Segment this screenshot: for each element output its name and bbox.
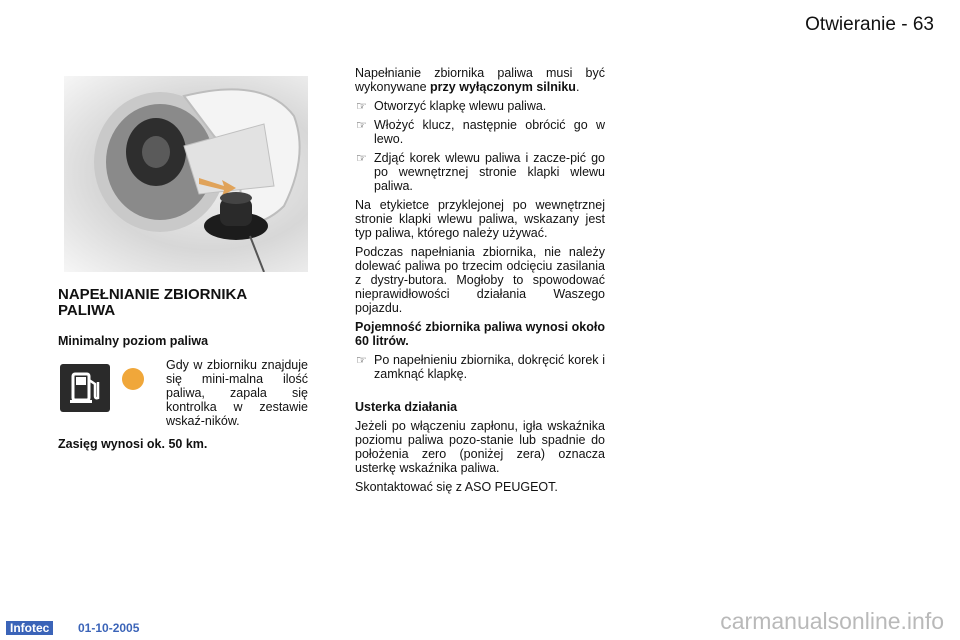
malfunction-text: Jeżeli po włączeniu zapłonu, igła wskaźnika poziomu paliwa pozo-stanie lub spadnie do położenia zero (poniżej zera) oznacza usterkę wskaźnika paliwa. <box>355 419 605 475</box>
pointing-hand-icon: ☞ <box>356 118 367 132</box>
page-header: Otwieranie - 63 <box>805 14 934 35</box>
step-text: Zdjąć korek wlewu paliwa i zacze-pić go po wewnętrznej stronie klapki wlewu paliwa. <box>374 151 605 193</box>
step-item <box>355 118 605 146</box>
pointing-hand-icon: ☞ <box>356 353 367 367</box>
step-item <box>355 99 605 113</box>
subsection-heading: Minimalny poziom paliwa <box>58 334 209 348</box>
fuel-filler-illustration <box>64 76 308 272</box>
warning-light-icon <box>122 368 144 390</box>
intro-emphasis: przy wyłączonym silniku <box>430 80 576 94</box>
tank-capacity: Pojemność zbiornika paliwa wynosi około 60 litrów. <box>355 320 605 348</box>
pointing-hand-icon: ☞ <box>356 99 367 113</box>
malfunction-heading: Usterka działania <box>355 400 458 414</box>
low-fuel-description <box>166 358 308 433</box>
low-fuel-text: Gdy w zbiorniku znajduje się mini-malna ilość paliwa, zapala się kontrolka w zestawie wskaź-ników. <box>166 358 308 428</box>
pointing-hand-icon: ☞ <box>356 151 367 165</box>
fuel-pump-icon <box>60 364 110 412</box>
range-note: Zasięg wynosi ok. 50 km. <box>58 437 208 451</box>
step-item <box>355 353 605 381</box>
infotec-logo: Infotec <box>6 621 53 635</box>
refuel-warning-paragraph: Podczas napełniania zbiornika, nie należy dolewać paliwa po trzecim odcięciu zasilania z dystry-butora. Mogłoby to spowodować nieprawidłowości działania Waszego pojazdu. <box>355 245 605 315</box>
intro-end: . <box>575 80 580 94</box>
fuel-label-paragraph: Na etykietce przyklejonej po wewnętrznej stronie klapki wlewu paliwa, wskazany jest typ paliwa, którego należy używać. <box>355 198 605 240</box>
intro-paragraph <box>355 66 605 94</box>
step-text: Po napełnieniu zbiornika, dokręcić korek i zamknąć klapkę. <box>374 353 605 381</box>
step-text: Włożyć klucz, następnie obrócić go w lewo. <box>374 118 605 146</box>
right-column <box>355 66 605 499</box>
fuel-filler-photo <box>64 76 308 272</box>
step-text: Otworzyć klapkę wlewu paliwa. <box>374 99 547 113</box>
contact-text: Skontaktować się z ASO PEUGEOT. <box>355 480 558 494</box>
section-heading: NAPEŁNIANIE ZBIORNIKA PALIWA <box>58 286 247 319</box>
footer-date: 01-10-2005 <box>78 621 140 635</box>
watermark: carmanualsonline.info <box>720 608 944 634</box>
step-item <box>355 151 605 193</box>
intro-text: Napełnianie zbiornika paliwa musi być wykonywane <box>355 66 605 94</box>
